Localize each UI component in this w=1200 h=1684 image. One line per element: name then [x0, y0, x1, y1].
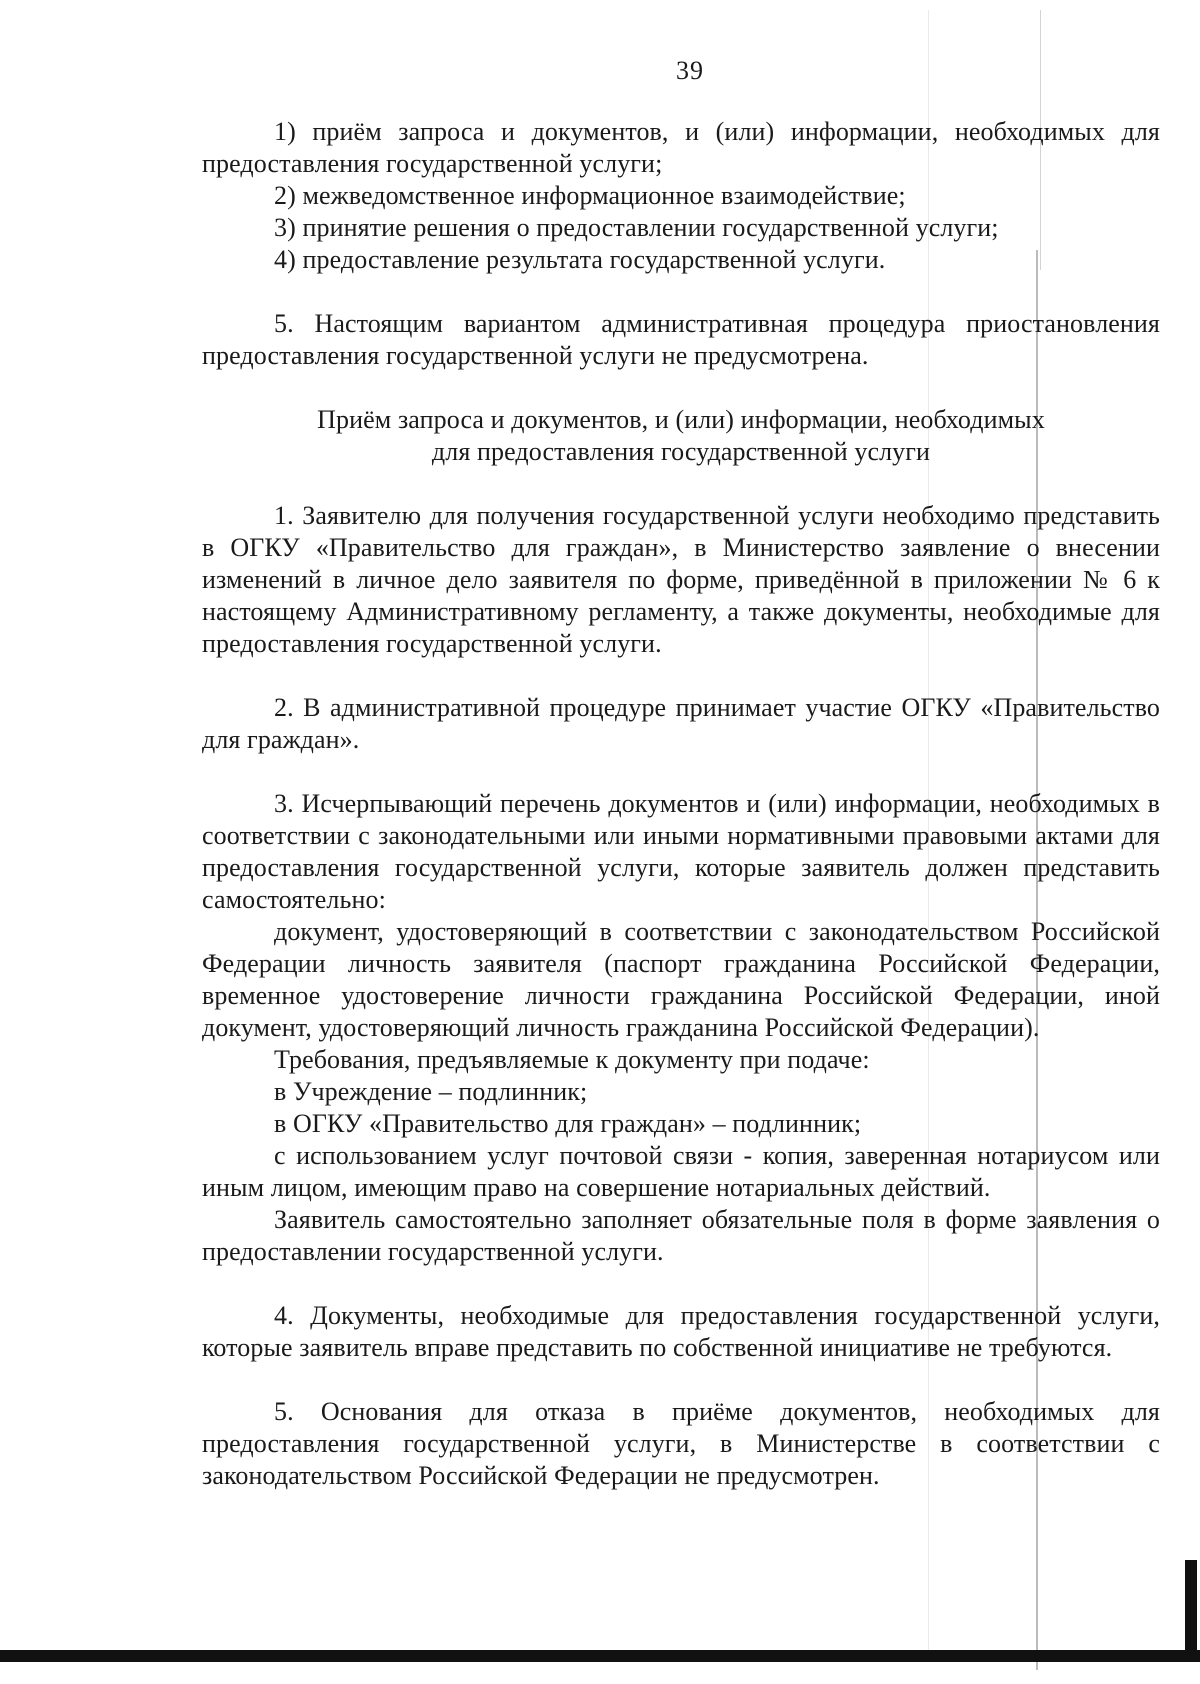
spacer: [202, 756, 1160, 788]
paragraph-item-3-requirement-b: в ОГКУ «Правительство для граждан» – подлинник;: [274, 1109, 862, 1138]
paragraph-item-3-fill: Заявитель самостоятельно заполняет обязательные поля в форме заявления о предоставлении государственной услуги.: [202, 1205, 1160, 1266]
paragraph-item-3-requirement-a: в Учреждение – подлинник;: [274, 1077, 588, 1106]
spacer: [202, 468, 1160, 500]
paragraph-item-3-document: документ, удостоверяющий в соответствии с законодательством Российской Федерации личность заявителя (паспорт гражданина Российской Федерации, временное удостоверение личности гражданина Российской Федерации, иной документ, удостоверяющий личность гражданина Российской Федерации).: [202, 917, 1160, 1042]
section-title-line-1: Приём запроса и документов, и (или) информации, необходимых: [317, 405, 1045, 434]
page-number: 39: [676, 56, 704, 85]
spacer: [202, 660, 1160, 692]
spacer: [202, 372, 1160, 404]
list-item-2: 2) межведомственное информационное взаимодействие;: [274, 181, 906, 210]
list-item-4: 4) предоставление результата государственной услуги.: [274, 245, 886, 274]
paragraph-item-3-requirements: Требования, предъявляемые к документу при подаче:: [274, 1045, 870, 1074]
document-body: [202, 116, 1160, 1492]
paragraph-suspension: 5. Настоящим вариантом административная процедура приостановления предоставления государственной услуги не предусмотрена.: [202, 309, 1160, 370]
spacer: [202, 1268, 1160, 1300]
paragraph-item-2: 2. В административной процедуре принимает участие ОГКУ «Правительство для граждан».: [202, 693, 1160, 754]
paragraph-item-1: 1. Заявителю для получения государственной услуги необходимо представить в ОГКУ «Правительство для граждан», в Министерство заявление о внесении изменений в личное дело заявителя по форме, приведённой в приложении № 6 к настоящему Административному регламенту, а также документы, необходимые для предоставления государственной услуги.: [202, 501, 1160, 658]
list-item-1: 1) приём запроса и документов, и (или) информации, необходимых для предоставления государственной услуги;: [202, 117, 1160, 178]
section-title-line-2: для предоставления государственной услуги: [431, 437, 931, 466]
paragraph-item-4: 4. Документы, необходимые для предоставления государственной услуги, которые заявитель вправе представить по собственной инициативе не требуются.: [202, 1301, 1160, 1362]
paragraph-item-3: 3. Исчерпывающий перечень документов и (или) информации, необходимых в соответствии с законодательными или иными нормативными правовыми актами для предоставления государственной услуги, которые заявитель должен представить самостоятельно:: [202, 789, 1160, 914]
spacer: [202, 1364, 1160, 1396]
scan-border-edge: [1185, 1560, 1197, 1662]
spacer: [202, 276, 1160, 308]
paragraph-item-3-requirement-c: с использованием услуг почтовой связи - копия, заверенная нотариусом или иным лицом, имеющим право на совершение нотариальных действий.: [202, 1141, 1160, 1202]
paragraph-item-5: 5. Основания для отказа в приёме документов, необходимых для предоставления государственной услуги, в Министерстве в соответствии с законодательством Российской Федерации не предусмотрен.: [202, 1397, 1160, 1490]
scan-border-bottom: [0, 1650, 1200, 1662]
list-item-3: 3) принятие решения о предоставлении государственной услуги;: [274, 213, 999, 242]
